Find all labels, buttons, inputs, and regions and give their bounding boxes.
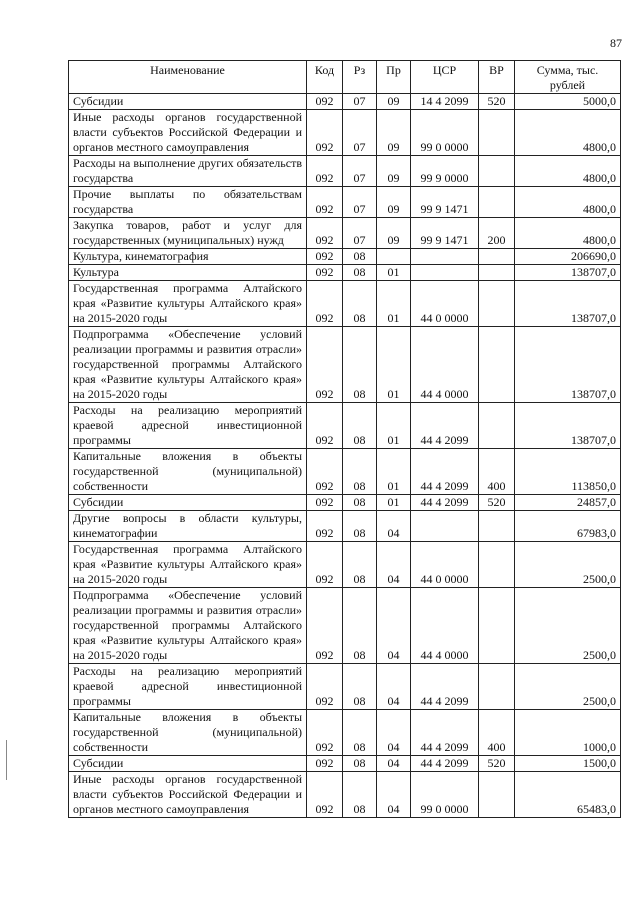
cell-sum: 2500,0 — [515, 588, 621, 664]
cell-vr: 520 — [479, 94, 515, 110]
cell-rz: 07 — [343, 218, 377, 249]
cell-pr — [377, 249, 411, 265]
cell-name: Расходы на выполнение других обязательств государства — [69, 156, 307, 187]
cell-name: Капитальные вложения в объекты государственной (муниципальной) собственности — [69, 449, 307, 495]
cell-rz: 07 — [343, 94, 377, 110]
table-body — [69, 94, 621, 818]
cell-name: Расходы на реализацию мероприятий краевой адресной инвестиционной программы — [69, 403, 307, 449]
cell-vr: 520 — [479, 756, 515, 772]
cell-rz: 08 — [343, 664, 377, 710]
cell-rz: 08 — [343, 265, 377, 281]
cell-name: Субсидии — [69, 756, 307, 772]
cell-code: 092 — [307, 664, 343, 710]
table-row — [69, 218, 621, 249]
cell-csr: 99 9 1471 — [411, 187, 479, 218]
cell-rz: 08 — [343, 588, 377, 664]
cell-name: Субсидии — [69, 495, 307, 511]
cell-pr: 01 — [377, 449, 411, 495]
cell-pr: 01 — [377, 265, 411, 281]
table-row — [69, 156, 621, 187]
cell-csr: 44 4 0000 — [411, 588, 479, 664]
cell-rz: 08 — [343, 403, 377, 449]
cell-name: Подпрограмма «Обеспечение условий реализации программы и развития отрасли» государственной программы Алтайского края «Развитие культуры Алтайского края» на 2015-2020 годы — [69, 327, 307, 403]
cell-csr: 14 4 2099 — [411, 94, 479, 110]
header-csr: ЦСР — [411, 61, 479, 94]
cell-rz: 07 — [343, 156, 377, 187]
table-row — [69, 772, 621, 818]
cell-pr: 01 — [377, 327, 411, 403]
cell-csr: 44 4 2099 — [411, 495, 479, 511]
cell-sum: 138707,0 — [515, 281, 621, 327]
cell-code: 092 — [307, 588, 343, 664]
cell-name: Государственная программа Алтайского края «Развитие культуры Алтайского края» на 2015-2020 годы — [69, 542, 307, 588]
cell-rz: 08 — [343, 772, 377, 818]
cell-vr — [479, 772, 515, 818]
header-vr: ВР — [479, 61, 515, 94]
cell-rz: 08 — [343, 495, 377, 511]
page-number: 87 — [610, 36, 622, 50]
cell-code: 092 — [307, 710, 343, 756]
cell-rz: 07 — [343, 110, 377, 156]
cell-name: Государственная программа Алтайского края «Развитие культуры Алтайского края» на 2015-2020 годы — [69, 281, 307, 327]
cell-sum: 5000,0 — [515, 94, 621, 110]
cell-csr: 44 4 2099 — [411, 710, 479, 756]
cell-vr: 400 — [479, 449, 515, 495]
table-row — [69, 327, 621, 403]
cell-csr — [411, 265, 479, 281]
cell-sum: 1500,0 — [515, 756, 621, 772]
cell-name: Иные расходы органов государственной власти субъектов Российской Федерации и органов местного самоуправления — [69, 110, 307, 156]
cell-rz: 08 — [343, 281, 377, 327]
cell-pr: 01 — [377, 403, 411, 449]
header-pr: Пр — [377, 61, 411, 94]
cell-vr — [479, 265, 515, 281]
cell-name: Культура — [69, 265, 307, 281]
header-sum: Сумма, тыс. рублей — [515, 61, 621, 94]
cell-rz: 08 — [343, 756, 377, 772]
cell-csr: 44 4 2099 — [411, 449, 479, 495]
cell-name: Прочие выплаты по обязательствам государства — [69, 187, 307, 218]
cell-code: 092 — [307, 156, 343, 187]
table-row — [69, 756, 621, 772]
cell-vr — [479, 327, 515, 403]
cell-csr — [411, 511, 479, 542]
table-row — [69, 664, 621, 710]
cell-csr: 44 4 2099 — [411, 756, 479, 772]
cell-vr — [479, 403, 515, 449]
cell-code: 092 — [307, 449, 343, 495]
cell-pr: 09 — [377, 218, 411, 249]
cell-rz: 08 — [343, 327, 377, 403]
cell-sum: 24857,0 — [515, 495, 621, 511]
cell-vr — [479, 281, 515, 327]
cell-code: 092 — [307, 265, 343, 281]
cell-pr: 04 — [377, 511, 411, 542]
table-row — [69, 449, 621, 495]
table-row — [69, 281, 621, 327]
cell-pr: 09 — [377, 156, 411, 187]
table-row — [69, 495, 621, 511]
cell-code: 092 — [307, 327, 343, 403]
cell-pr: 04 — [377, 664, 411, 710]
cell-name: Культура, кинематография — [69, 249, 307, 265]
cell-code: 092 — [307, 218, 343, 249]
cell-name: Субсидии — [69, 94, 307, 110]
cell-sum: 1000,0 — [515, 710, 621, 756]
cell-rz: 08 — [343, 542, 377, 588]
table-row — [69, 542, 621, 588]
cell-csr: 44 0 0000 — [411, 281, 479, 327]
cell-name: Закупка товаров, работ и услуг для государственных (муниципальных) нужд — [69, 218, 307, 249]
cell-name: Другие вопросы в области культуры, кинематографии — [69, 511, 307, 542]
cell-pr: 04 — [377, 588, 411, 664]
cell-sum: 4800,0 — [515, 156, 621, 187]
cell-vr — [479, 110, 515, 156]
cell-sum: 65483,0 — [515, 772, 621, 818]
cell-code: 092 — [307, 281, 343, 327]
header-code: Код — [307, 61, 343, 94]
cell-name: Капитальные вложения в объекты государственной (муниципальной) собственности — [69, 710, 307, 756]
cell-code: 092 — [307, 542, 343, 588]
cell-name: Расходы на реализацию мероприятий краевой адресной инвестиционной программы — [69, 664, 307, 710]
cell-pr: 01 — [377, 281, 411, 327]
cell-sum: 2500,0 — [515, 664, 621, 710]
table-row — [69, 249, 621, 265]
cell-csr: 44 4 2099 — [411, 664, 479, 710]
cell-csr — [411, 249, 479, 265]
cell-sum: 67983,0 — [515, 511, 621, 542]
cell-csr: 44 0 0000 — [411, 542, 479, 588]
cell-vr: 520 — [479, 495, 515, 511]
cell-code: 092 — [307, 756, 343, 772]
cell-rz: 08 — [343, 511, 377, 542]
cell-pr: 01 — [377, 495, 411, 511]
table-row — [69, 710, 621, 756]
cell-csr: 44 4 2099 — [411, 403, 479, 449]
cell-pr: 04 — [377, 772, 411, 818]
table-row — [69, 588, 621, 664]
cell-pr: 04 — [377, 542, 411, 588]
table-header-row — [69, 61, 621, 94]
cell-code: 092 — [307, 772, 343, 818]
cell-name: Подпрограмма «Обеспечение условий реализации программы и развития отрасли» государственной программы Алтайского края «Развитие культуры Алтайского края» на 2015-2020 годы — [69, 588, 307, 664]
cell-vr — [479, 511, 515, 542]
cell-pr: 04 — [377, 710, 411, 756]
cell-csr: 99 9 0000 — [411, 156, 479, 187]
cell-vr — [479, 664, 515, 710]
budget-table — [68, 60, 621, 818]
table-row — [69, 94, 621, 110]
cell-pr: 09 — [377, 110, 411, 156]
table-row — [69, 265, 621, 281]
cell-code: 092 — [307, 511, 343, 542]
table-row — [69, 403, 621, 449]
cell-csr: 99 0 0000 — [411, 772, 479, 818]
cell-sum: 2500,0 — [515, 542, 621, 588]
table-row — [69, 110, 621, 156]
header-name: Наименование — [69, 61, 307, 94]
cell-vr: 400 — [479, 710, 515, 756]
cell-code: 092 — [307, 403, 343, 449]
cell-sum: 4800,0 — [515, 187, 621, 218]
cell-rz: 08 — [343, 249, 377, 265]
cell-pr: 04 — [377, 756, 411, 772]
margin-mark — [6, 740, 7, 780]
cell-vr — [479, 249, 515, 265]
cell-rz: 07 — [343, 187, 377, 218]
cell-sum: 138707,0 — [515, 403, 621, 449]
cell-pr: 09 — [377, 94, 411, 110]
cell-sum: 113850,0 — [515, 449, 621, 495]
cell-csr: 99 9 1471 — [411, 218, 479, 249]
cell-sum: 4800,0 — [515, 218, 621, 249]
cell-rz: 08 — [343, 710, 377, 756]
cell-rz: 08 — [343, 449, 377, 495]
cell-vr: 200 — [479, 218, 515, 249]
cell-vr — [479, 156, 515, 187]
cell-sum: 4800,0 — [515, 110, 621, 156]
cell-name: Иные расходы органов государственной власти субъектов Российской Федерации и органов местного самоуправления — [69, 772, 307, 818]
cell-csr: 44 4 0000 — [411, 327, 479, 403]
cell-csr: 99 0 0000 — [411, 110, 479, 156]
cell-sum: 138707,0 — [515, 265, 621, 281]
cell-code: 092 — [307, 110, 343, 156]
cell-vr — [479, 542, 515, 588]
cell-pr: 09 — [377, 187, 411, 218]
cell-vr — [479, 588, 515, 664]
cell-sum: 206690,0 — [515, 249, 621, 265]
table-row — [69, 511, 621, 542]
header-rz: Рз — [343, 61, 377, 94]
cell-sum: 138707,0 — [515, 327, 621, 403]
cell-code: 092 — [307, 495, 343, 511]
cell-code: 092 — [307, 187, 343, 218]
cell-code: 092 — [307, 249, 343, 265]
table-row — [69, 187, 621, 218]
cell-code: 092 — [307, 94, 343, 110]
cell-vr — [479, 187, 515, 218]
